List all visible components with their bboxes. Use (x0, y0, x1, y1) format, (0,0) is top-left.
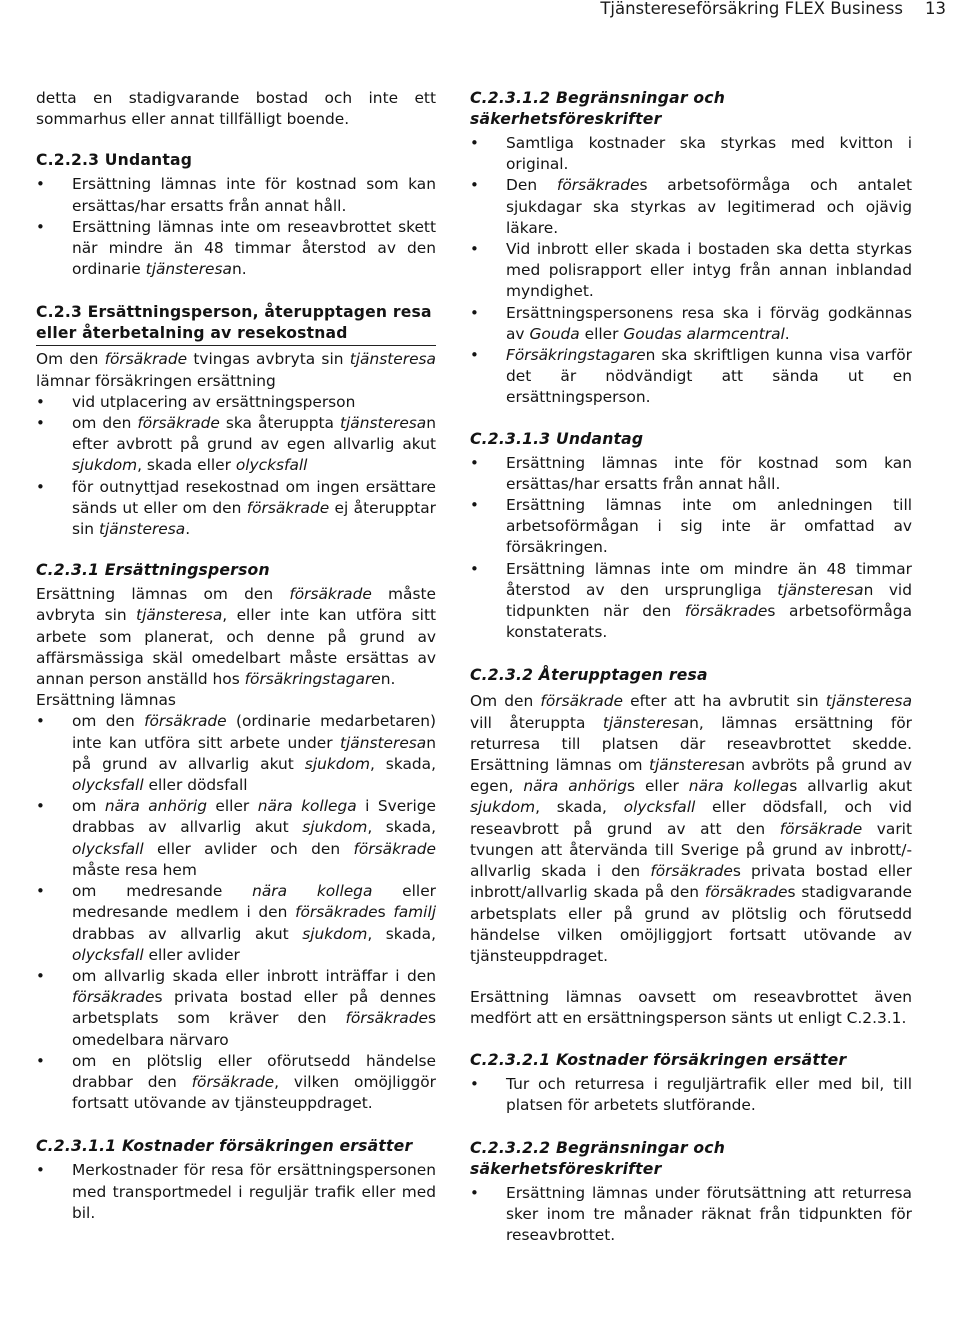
paragraph: Om den försäkrade tvingas avbryta sin tjänsteresa lämnar försäkringen ersättning (36, 350, 436, 390)
left-column (36, 88, 436, 1224)
list-item: • Ersättning lämnas under förutsättning att returresa sker inom tre månader räknat från tidpunkten för reseavbrottet. (470, 1183, 912, 1247)
list-item: • Samtliga kostnader ska styrkas med kvitton i original. (470, 133, 912, 175)
begransningar-list-2 (470, 1183, 912, 1247)
undantag-list-2 (470, 453, 912, 644)
kostnader-list (36, 1160, 436, 1224)
list-item: • om en plötslig eller oförutsedd händelse drabbar den försäkrade, vilken omöjliggör fortsatt utövande av tjänsteuppdraget. (36, 1051, 436, 1115)
heading-c2-3-1-2: C.2.3.1.2 Begränsningar och säkerhetsföreskrifter (470, 89, 725, 128)
list-item: • Ersättning lämnas inte för kostnad som kan ersättas/har ersatts från annat håll. (470, 453, 912, 495)
ersattningsperson-list (36, 711, 436, 1114)
heading-c2-3-2-2: C.2.3.2.2 Begränsningar och säkerhetsföreskrifter (470, 1138, 725, 1178)
begransningar-list (470, 133, 912, 409)
list-item: • Ersättning lämnas inte om anledningen till arbetsoförmågan i sig inte är omfattad av försäkringen. (470, 495, 912, 559)
list-item: • Ersättning lämnas inte för kostnad som kan ersättas/har ersatts från annat håll. (36, 174, 436, 216)
undantag-list (36, 174, 436, 280)
list-item: • Ersättning lämnas inte om reseavbrottet skett när mindre än 48 timmar återstod av den ordinarie tjänsteresan. (36, 217, 436, 281)
list-item: • om nära anhörig eller nära kollega i Sverige drabbas av allvarlig akut sjukdom, skada, olycksfall eller avlider och den försäkrade måste resa hem (36, 796, 436, 881)
paragraph: Ersättning lämnas (36, 691, 176, 710)
list-item: • vid utplacering av ersättningsperson (36, 392, 436, 413)
list-item: • om medresande nära kollega eller medresande medlem i den försäkrades familj drabbas av allvarlig akut sjukdom, skada, olycksfall eller avlider (36, 881, 436, 966)
list-item: • om allvarlig skada eller inbrott inträffar i den försäkrades privata bostad eller på dennes arbetsplats som kräver den försäkrades omedelbara närvaro (36, 966, 436, 1051)
page-header (0, 0, 960, 34)
list-item: • om den försäkrade ska återuppta tjänsteresan efter avbrott på grund av egen allvarlig akut sjukdom, skada eller olycksfall (36, 413, 436, 477)
paragraph: Om den försäkrade efter att ha avbrutit sin tjänsteresa vill återuppta tjänsteresan, lämnas ersättning för returresa till platsen där reseavbrottet skedde. Ersättning lämnas om tjänsteresan avbröts på grund av egen, nära anhörigs eller nära kollegas allvarlig akut sjukdom, skada, olycksfall eller dödsfall, och vid reseavbrott på grund av att den försäkrade varit tvungen att återvända till Sverige på grund av inbrott/-allvarlig skada i den försäkrades privata bostad eller inbrott/allvarlig skada på den försäkrades stadigvarande arbetsplats eller på grund av plötslig och förutsedd händelse vilken omöjliggjort fortsatt utövande av tjänsteuppdraget. (470, 692, 913, 965)
list-item: • Försäkringstagaren ska skriftligen kunna visa varför det är nödvändigt att sända ut en ersättningsperson. (470, 345, 912, 409)
heading-c2-2-3: C.2.2.3 Undantag (36, 151, 193, 170)
list-item: • för outnyttjad resekostnad om ingen ersättare sänds ut eller om den försäkrade ej återupptar sin tjänsteresa. (36, 477, 436, 541)
page-number: 13 (925, 0, 946, 18)
heading-c2-3-1-1: C.2.3.1.1 Kostnader försäkringen ersätter (36, 1137, 413, 1156)
ersattning-list (36, 392, 436, 540)
heading-c2-3-2-1: C.2.3.2.1 Kostnader försäkringen ersätter (470, 1050, 847, 1069)
list-item: • Vid inbrott eller skada i bostaden ska detta styrkas med polisrapport eller intyg från annan inblandad myndighet. (470, 239, 912, 303)
intro-paragraph: detta en stadigvarande bostad och inte ett sommarhus eller annat tillfälligt boende. (36, 89, 436, 129)
heading-c2-3: C.2.3 Ersättningsperson, återupptagen resa eller återbetalning av resekostnad (36, 302, 436, 346)
heading-c2-3-1: C.2.3.1 Ersättningsperson (36, 561, 270, 580)
list-item: • Tur och returresa i reguljärtrafik eller med bil, till platsen för arbetets slutförande. (470, 1074, 912, 1116)
list-item: • Den försäkrades arbetsoförmåga och antalet sjukdagar ska styrkas av legitimerad och ojävig läkare. (470, 175, 912, 239)
paragraph: Ersättning lämnas om den försäkrade måste avbryta sin tjänsteresa, eller inte kan utföra sitt arbete som planerat, och denne på grund av affärsmässiga skäl omedelbart måste ersättas av annan person anställd hos försäkringstagaren. (36, 585, 437, 689)
right-column (470, 88, 912, 1247)
kostnader-list-2 (470, 1074, 912, 1116)
paragraph: Ersättning lämnas oavsett om reseavbrottet även medfört att en ersättningsperson sänts ut enligt C.2.3.1. (470, 988, 912, 1028)
list-item: • Merkostnader för resa för ersättningspersonen med transportmedel i reguljär trafik eller med bil. (36, 1160, 436, 1224)
header-title: Tjänstereseförsäkring FLEX Business (600, 0, 903, 18)
heading-c2-3-1-3: C.2.3.1.3 Undantag (470, 429, 644, 448)
heading-c2-3-2: C.2.3.2 Återupptagen resa (470, 666, 708, 685)
list-item: • Ersättning lämnas inte om mindre än 48 timmar återstod av den ursprungliga tjänsteresan vid tidpunkten när den försäkrades arbetsoförmåga konstaterats. (470, 559, 912, 644)
list-item: • om den försäkrade (ordinarie medarbetaren) inte kan utföra sitt arbete under tjänsteresan på grund av allvarlig akut sjukdom, skada, olycksfall eller dödsfall (36, 711, 436, 796)
list-item: • Ersättningspersonens resa ska i förväg godkännas av Gouda eller Goudas alarmcentral. (470, 303, 912, 345)
